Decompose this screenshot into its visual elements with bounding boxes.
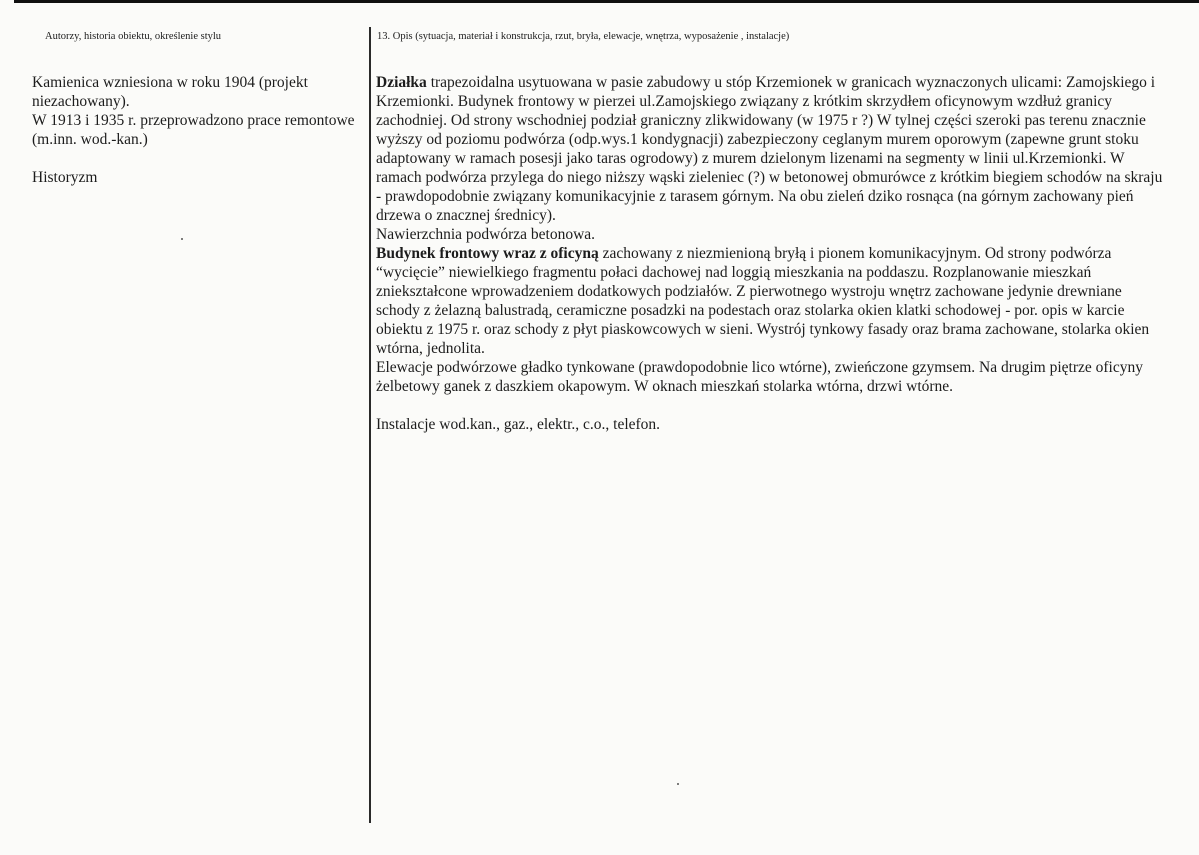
style-text: Historyzm — [32, 169, 98, 186]
scan-speck — [677, 783, 679, 785]
renovation-text: W 1913 i 1935 r. przeprowadzono prace remontowe (m.inn. wod.-kan.) — [32, 112, 355, 148]
building-label: Budynek frontowy wraz z oficyną — [376, 245, 599, 262]
right-column-header: 13. Opis (sytuacja, materiał i konstrukcja, rzut, bryła, elewacje, wnętrza, wyposażenie , instalacje) — [377, 31, 790, 42]
left-column-header: Autorzy, historia obiektu, określenie stylu — [45, 31, 222, 42]
installations-paragraph: Instalacje wod.kan., gaz., elektr., c.o., telefon. — [376, 416, 661, 433]
elevations-paragraph: Elewacje podwórzowe gładko tynkowane (prawdopodobnie lico wtórne), zwieńczone gzymsem. Na drugim piętrze oficyny żelbetowy ganek z daszkiem okapowym. W oknach mieszkań stolarka wtórna, drzwi wtórne. — [376, 359, 1143, 395]
history-column — [32, 73, 366, 187]
top-border-rule — [14, 0, 1199, 3]
scan-speck — [181, 238, 183, 240]
building-text: zachowany z niezmienioną bryłą i pionem komunikacyjnym. Od strony podwórza “wycięcie” niewielkiego fragmentu połaci dachowej nad loggią mieszkania na poddaszu. Rozplanowanie mieszkań zniekształcone wprowadzeniem dodatkowych podziałów. Z pierwotnego wystroju wnętrz zachowane jedynie drewniane schody z żelazną balustradą, ceramiczne posadzki na podestach oraz stolarka okien klatki schodowej - por. opis w karcie obiektu z 1975 r. oraz schody z płyt piaskowcowych w sieni. Wystrój tynkowy fasady oraz brama zachowane, stolarka okien wtórna, jednolita. — [376, 245, 1150, 357]
building-paragraph — [376, 244, 1166, 358]
plot-label: Działka — [376, 74, 427, 91]
construction-year-text: Kamienica wzniesiona w roku 1904 (projekt niezachowany). — [32, 74, 308, 110]
column-divider — [369, 27, 371, 823]
courtyard-surface-text: Nawierzchnia podwórza betonowa. — [376, 226, 596, 243]
plot-text: trapezoidalna usytuowana w pasie zabudowy u stóp Krzemionek w granicach wyznaczonych ulicami: Zamojskiego i Krzemionki. Budynek frontowy w pierzei ul.Zamojskiego związany z krótkim skrzydłem oficynowym wzdłuż granicy zachodniej. Od strony wschodniej podział graniczny zlikwidowany (w 1975 r ?) W tylnej części szeroki pas terenu znacznie wyższy od poziomu podwórza (odp.wys.1 kondygnacji) zabezpieczony ceglanym murem oporowym (zapewne grunt stoku adaptowany w ramach posesji jako taras ogrodowy) z murem dzielonym lizenami na segmenty w linii ul.Krzemionki. W ramach podwórza przylega do niego niższy wąski zieleniec (?) w betonowej obmurówce z krótkim biegiem schodów na skraju - prawdopodobnie związany komunikacyjnie z tarasem górnym. Na obu zieleń dziko rosnąca (na górnym zachowany pień drzewa o znacznej średnicy). — [376, 74, 1163, 224]
description-column — [376, 73, 1166, 434]
plot-paragraph — [376, 73, 1166, 225]
